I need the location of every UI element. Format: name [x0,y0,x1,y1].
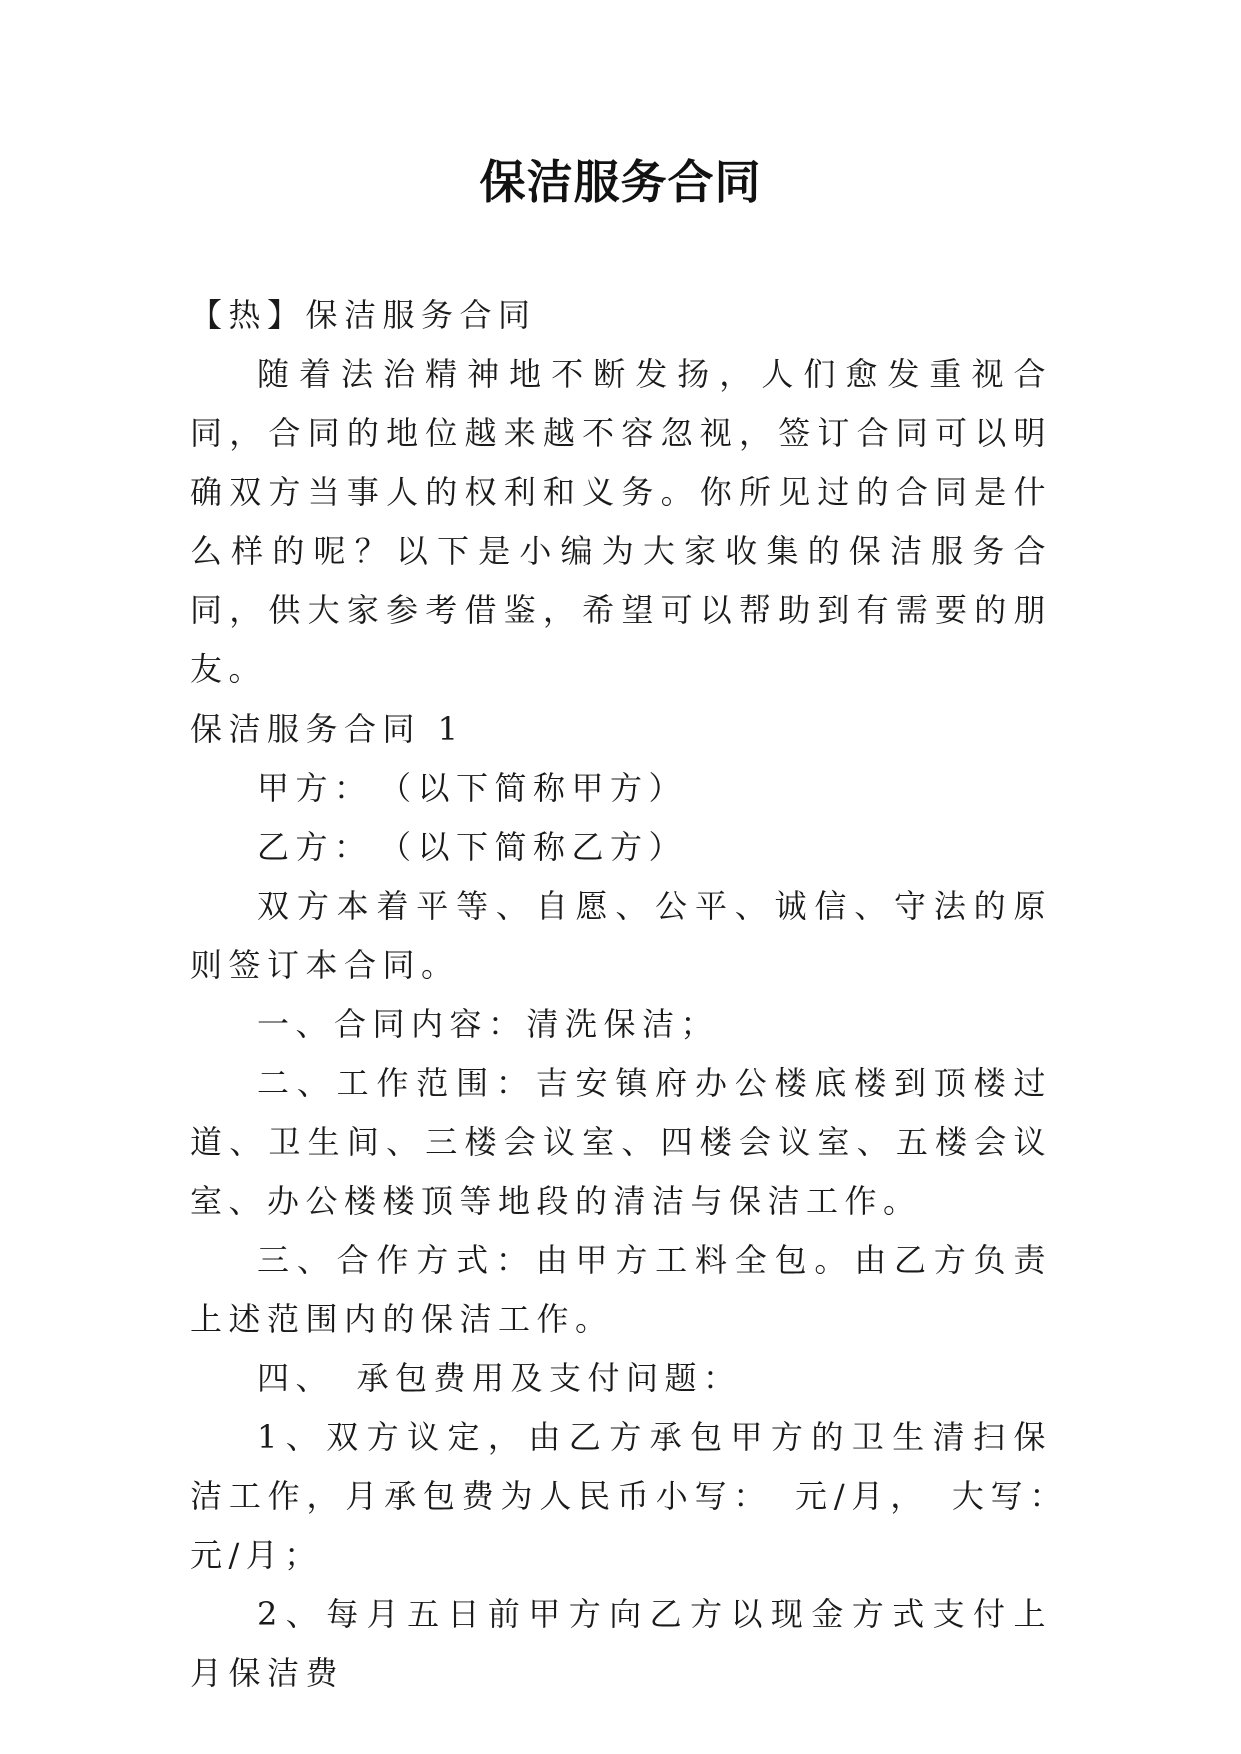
clause-cooperation: 三、合作方式：由甲方工料全包。由乙方负责上述范围内的保洁工作。 [190,1241,1052,1338]
contract-section [190,700,1091,1703]
clause-fees: 四、 承包费用及支付问题： [257,1359,742,1397]
party-a-line: 甲方： （以下简称甲方） [257,769,688,807]
intro-heading: 【热】保洁服务合同 [190,296,537,334]
fee-item-1: 1、双方议定，由乙方承包甲方的卫生清扫保洁工作，月承包费为人民币小写： 元/月， 大写： 元/月； [190,1418,1091,1574]
party-b-line: 乙方： （以下简称乙方） [257,828,688,866]
intro-paragraph: 随着法治精神地不断发扬，人们愈发重视合同，合同的地位越来越不容忽视，签订合同可以明确双方当事人的权利和义务。你所见过的合同是什么样的呢？以下是小编为大家收集的保洁服务合同，供大家参考借鉴，希望可以帮助到有需要的朋友。 [190,355,1052,688]
contract-heading: 保洁服务合同 1 [190,710,465,748]
intro-section [190,286,1052,699]
clause-scope: 二、工作范围：吉安镇府办公楼底楼到顶楼过道、卫生间、三楼会议室、四楼会议室、五楼会议室、办公楼楼顶等地段的清洁与保洁工作。 [190,1064,1052,1220]
principle-paragraph: 双方本着平等、自愿、公平、诚信、守法的原则签订本合同。 [190,887,1052,984]
clause-content: 一、合同内容：清洗保洁； [257,1005,720,1043]
fee-item-2: 2、每月五日前甲方向乙方以现金方式支付上月保洁费 [190,1595,1052,1692]
document-title: 保洁服务合同 [479,155,762,209]
